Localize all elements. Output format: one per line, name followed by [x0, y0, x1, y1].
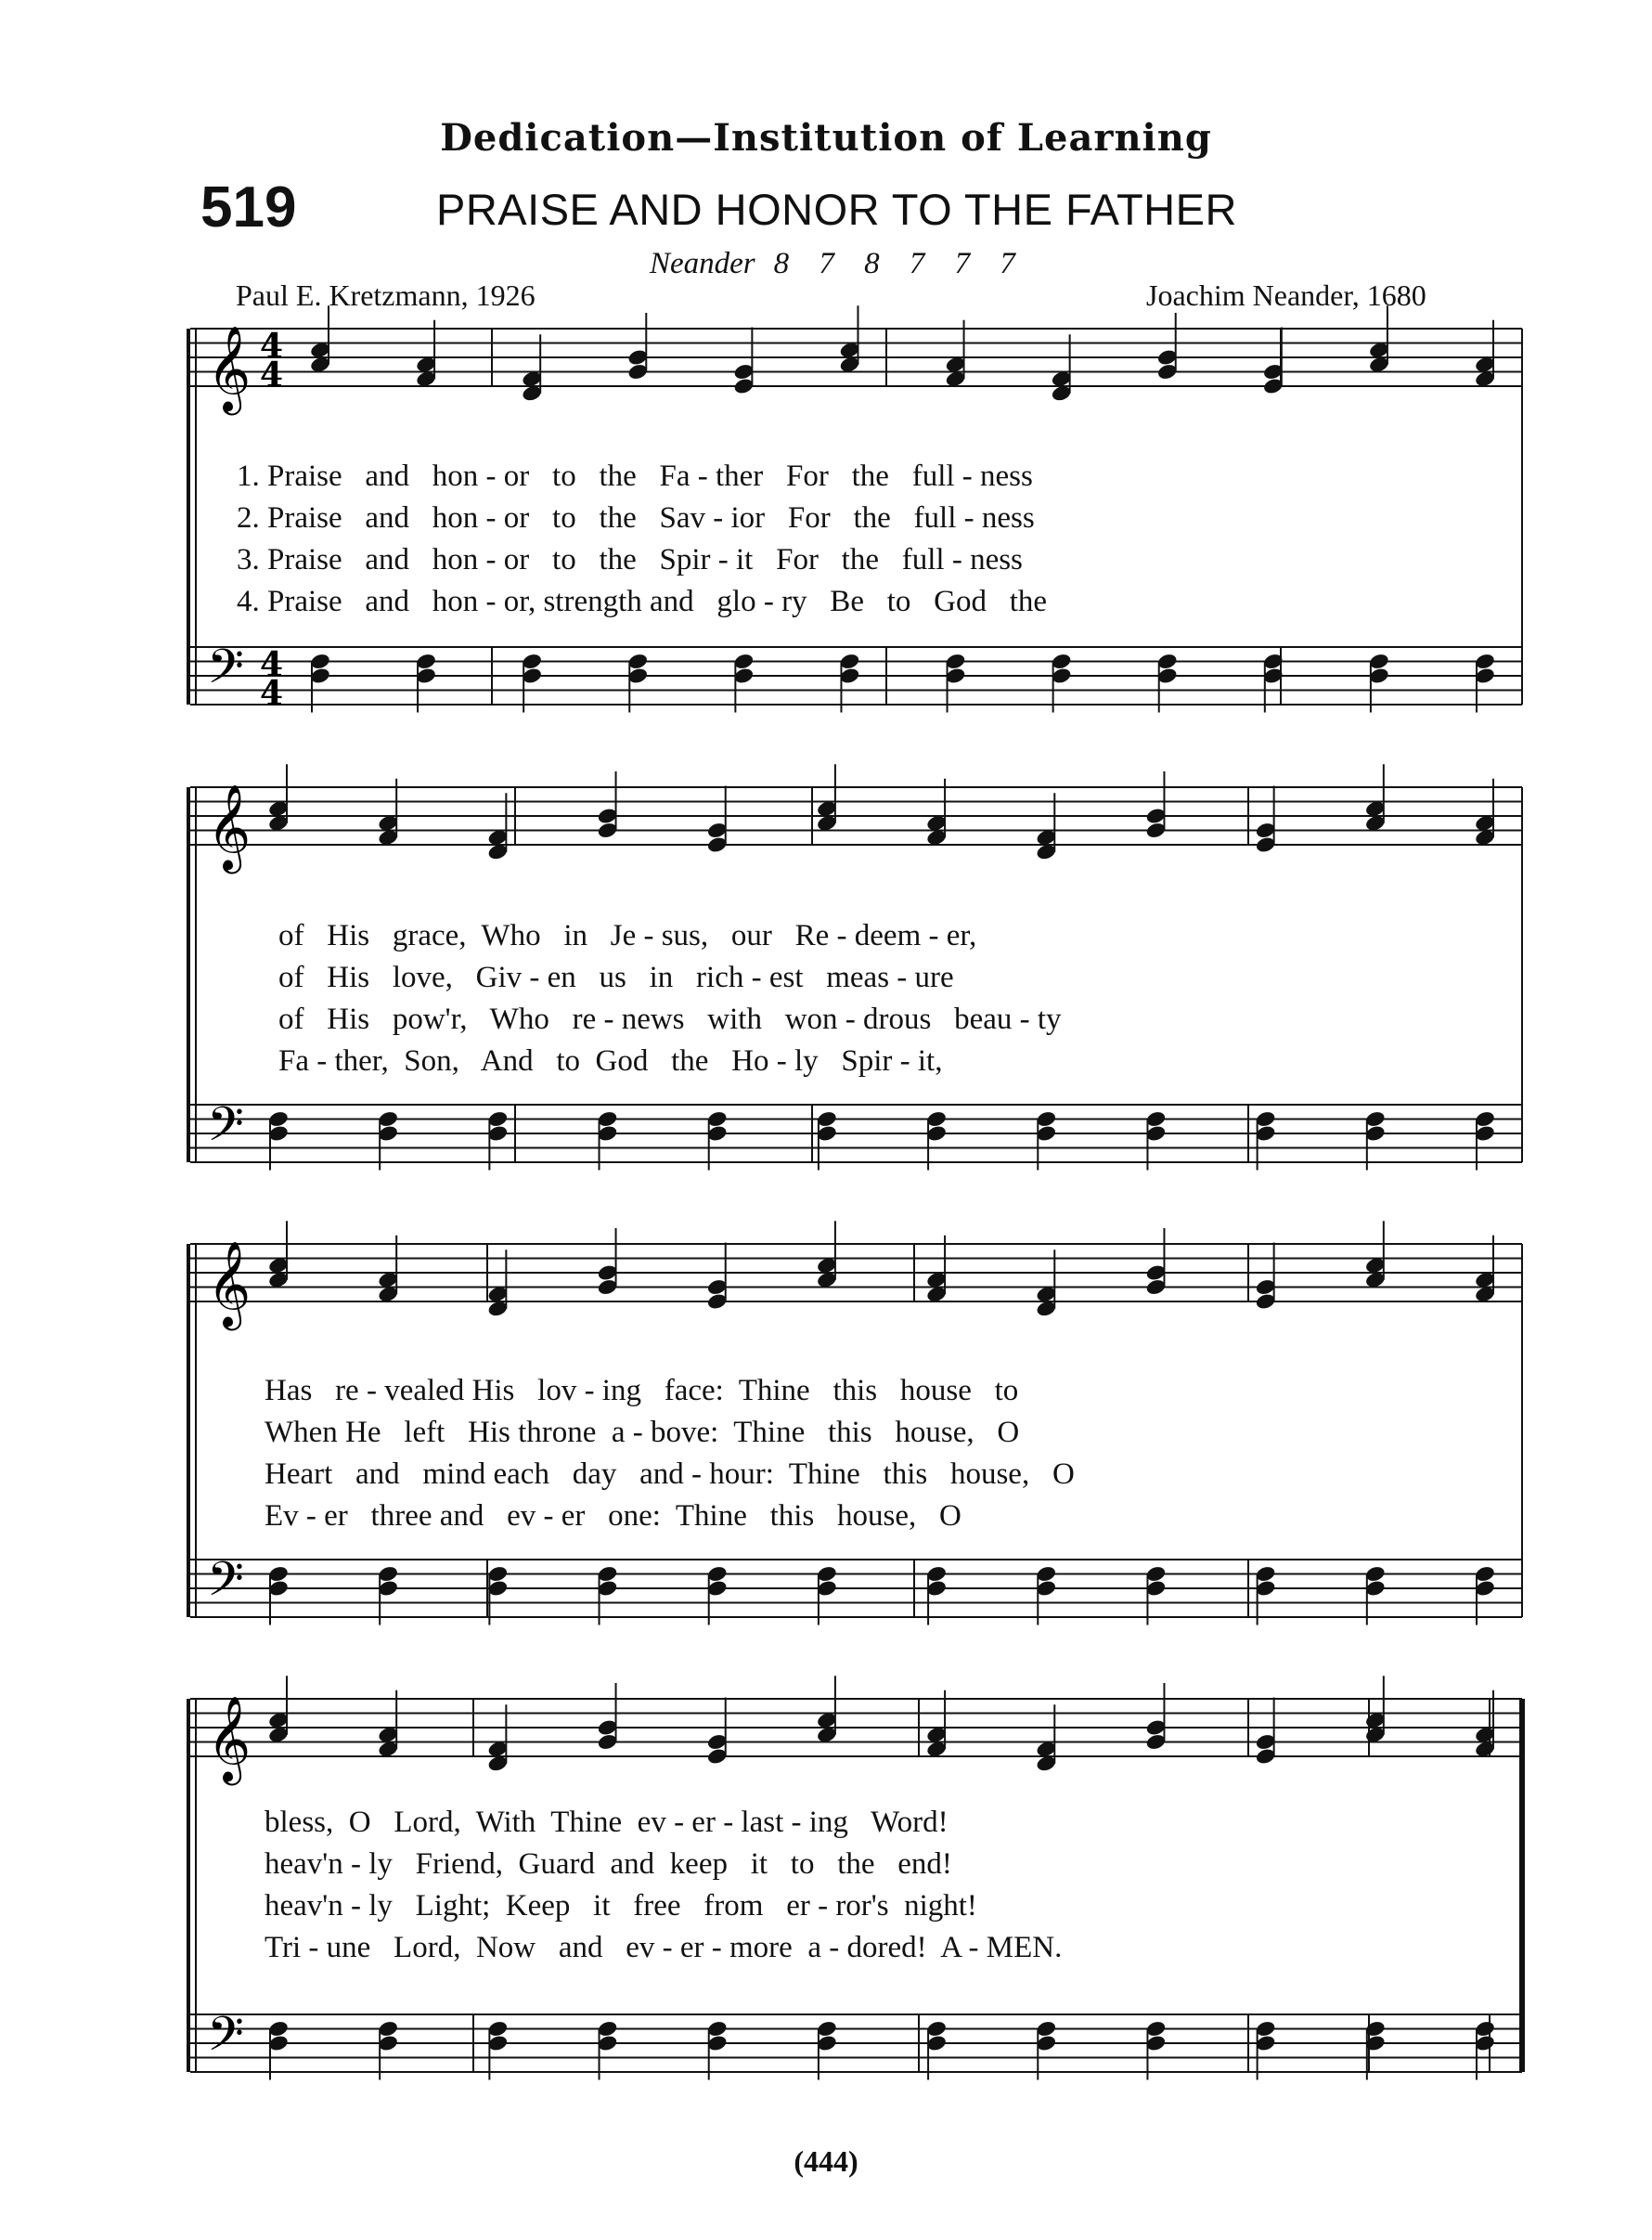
page-number: (444) [794, 2144, 858, 2178]
composer-credit: Joachim Neander, 1680 [1146, 278, 1426, 312]
lyric-line-verse-4: Ev - er three and ev - er one: Thine this house, O [265, 1499, 962, 1533]
bass-clef-icon: 𝄢 [207, 638, 244, 706]
lyric-line-verse-3: heav'n - ly Light; Keep it free from er - ror's night! [265, 1889, 977, 1923]
tune-name: Neander [650, 247, 755, 280]
lyric-line-verse-3: of His pow'r, Who re - news with won - drous beau - ty [278, 1003, 1062, 1036]
lyric-line-verse-3: 3. Praise and hon - or to the Spir - it For the full - ness [237, 543, 1023, 576]
bass-clef-icon: 𝄢 [207, 1095, 244, 1164]
lyric-line-verse-4: Fa - ther, Son, And to God the Ho - ly Spir - it, [278, 1044, 943, 1078]
lyric-line-verse-1: Has re - vealed His lov - ing face: Thine this house to [265, 1374, 1019, 1407]
lyric-line-verse-2: 2. Praise and hon - or to the Sav - ior For the full - ness [237, 501, 1035, 535]
hymn-number: 519 [200, 175, 297, 240]
meter: 8 7 8 7 7 7 [773, 247, 1026, 280]
treble-clef-icon: 𝄞 [207, 783, 252, 870]
bass-clef-icon: 𝄢 [207, 1550, 244, 1619]
lyric-line-verse-1: of His grace, Who in Je - sus, our Re - deem - er, [278, 919, 977, 952]
author-credit: Paul E. Kretzmann, 1926 [236, 278, 536, 312]
lyric-line-verse-4: Tri - une Lord, Now and ev - er - more a - dored! A - MEN. [265, 1931, 1063, 1964]
lyric-line-verse-4: 4. Praise and hon - or, strength and glo - ry Be to God the [237, 585, 1048, 618]
lyric-line-verse-2: of His love, Giv - en us in rich - est meas - ure [278, 961, 954, 994]
lyric-line-verse-1: bless, O Lord, With Thine ev - er - last - ing Word! [265, 1806, 949, 1839]
time-signature: 4 [260, 645, 284, 684]
lyric-line-verse-2: When He left His throne a - bove: Thine this house, O [265, 1416, 1020, 1449]
lyric-line-verse-3: Heart and mind each day and - hour: Thine this house, O [265, 1457, 1075, 1491]
lyric-line-verse-1: 1. Praise and hon - or to the Fa - ther For the full - ness [237, 460, 1033, 493]
time-signature: 4 [260, 356, 284, 395]
section-heading: Dedication—Institution of Learning [440, 116, 1212, 160]
time-signature: 4 [260, 327, 284, 366]
time-signature: 4 [260, 674, 284, 713]
treble-clef-icon: 𝄞 [207, 1240, 252, 1327]
lyric-line-verse-2: heav'n - ly Friend, Guard and keep it to the end! [265, 1847, 952, 1881]
treble-clef-icon: 𝄞 [207, 325, 252, 411]
hymn-title: PRAISE AND HONOR TO THE FATHER [436, 185, 1237, 234]
bass-clef-icon: 𝄢 [207, 2005, 244, 2074]
treble-clef-icon: 𝄞 [207, 1695, 252, 1781]
